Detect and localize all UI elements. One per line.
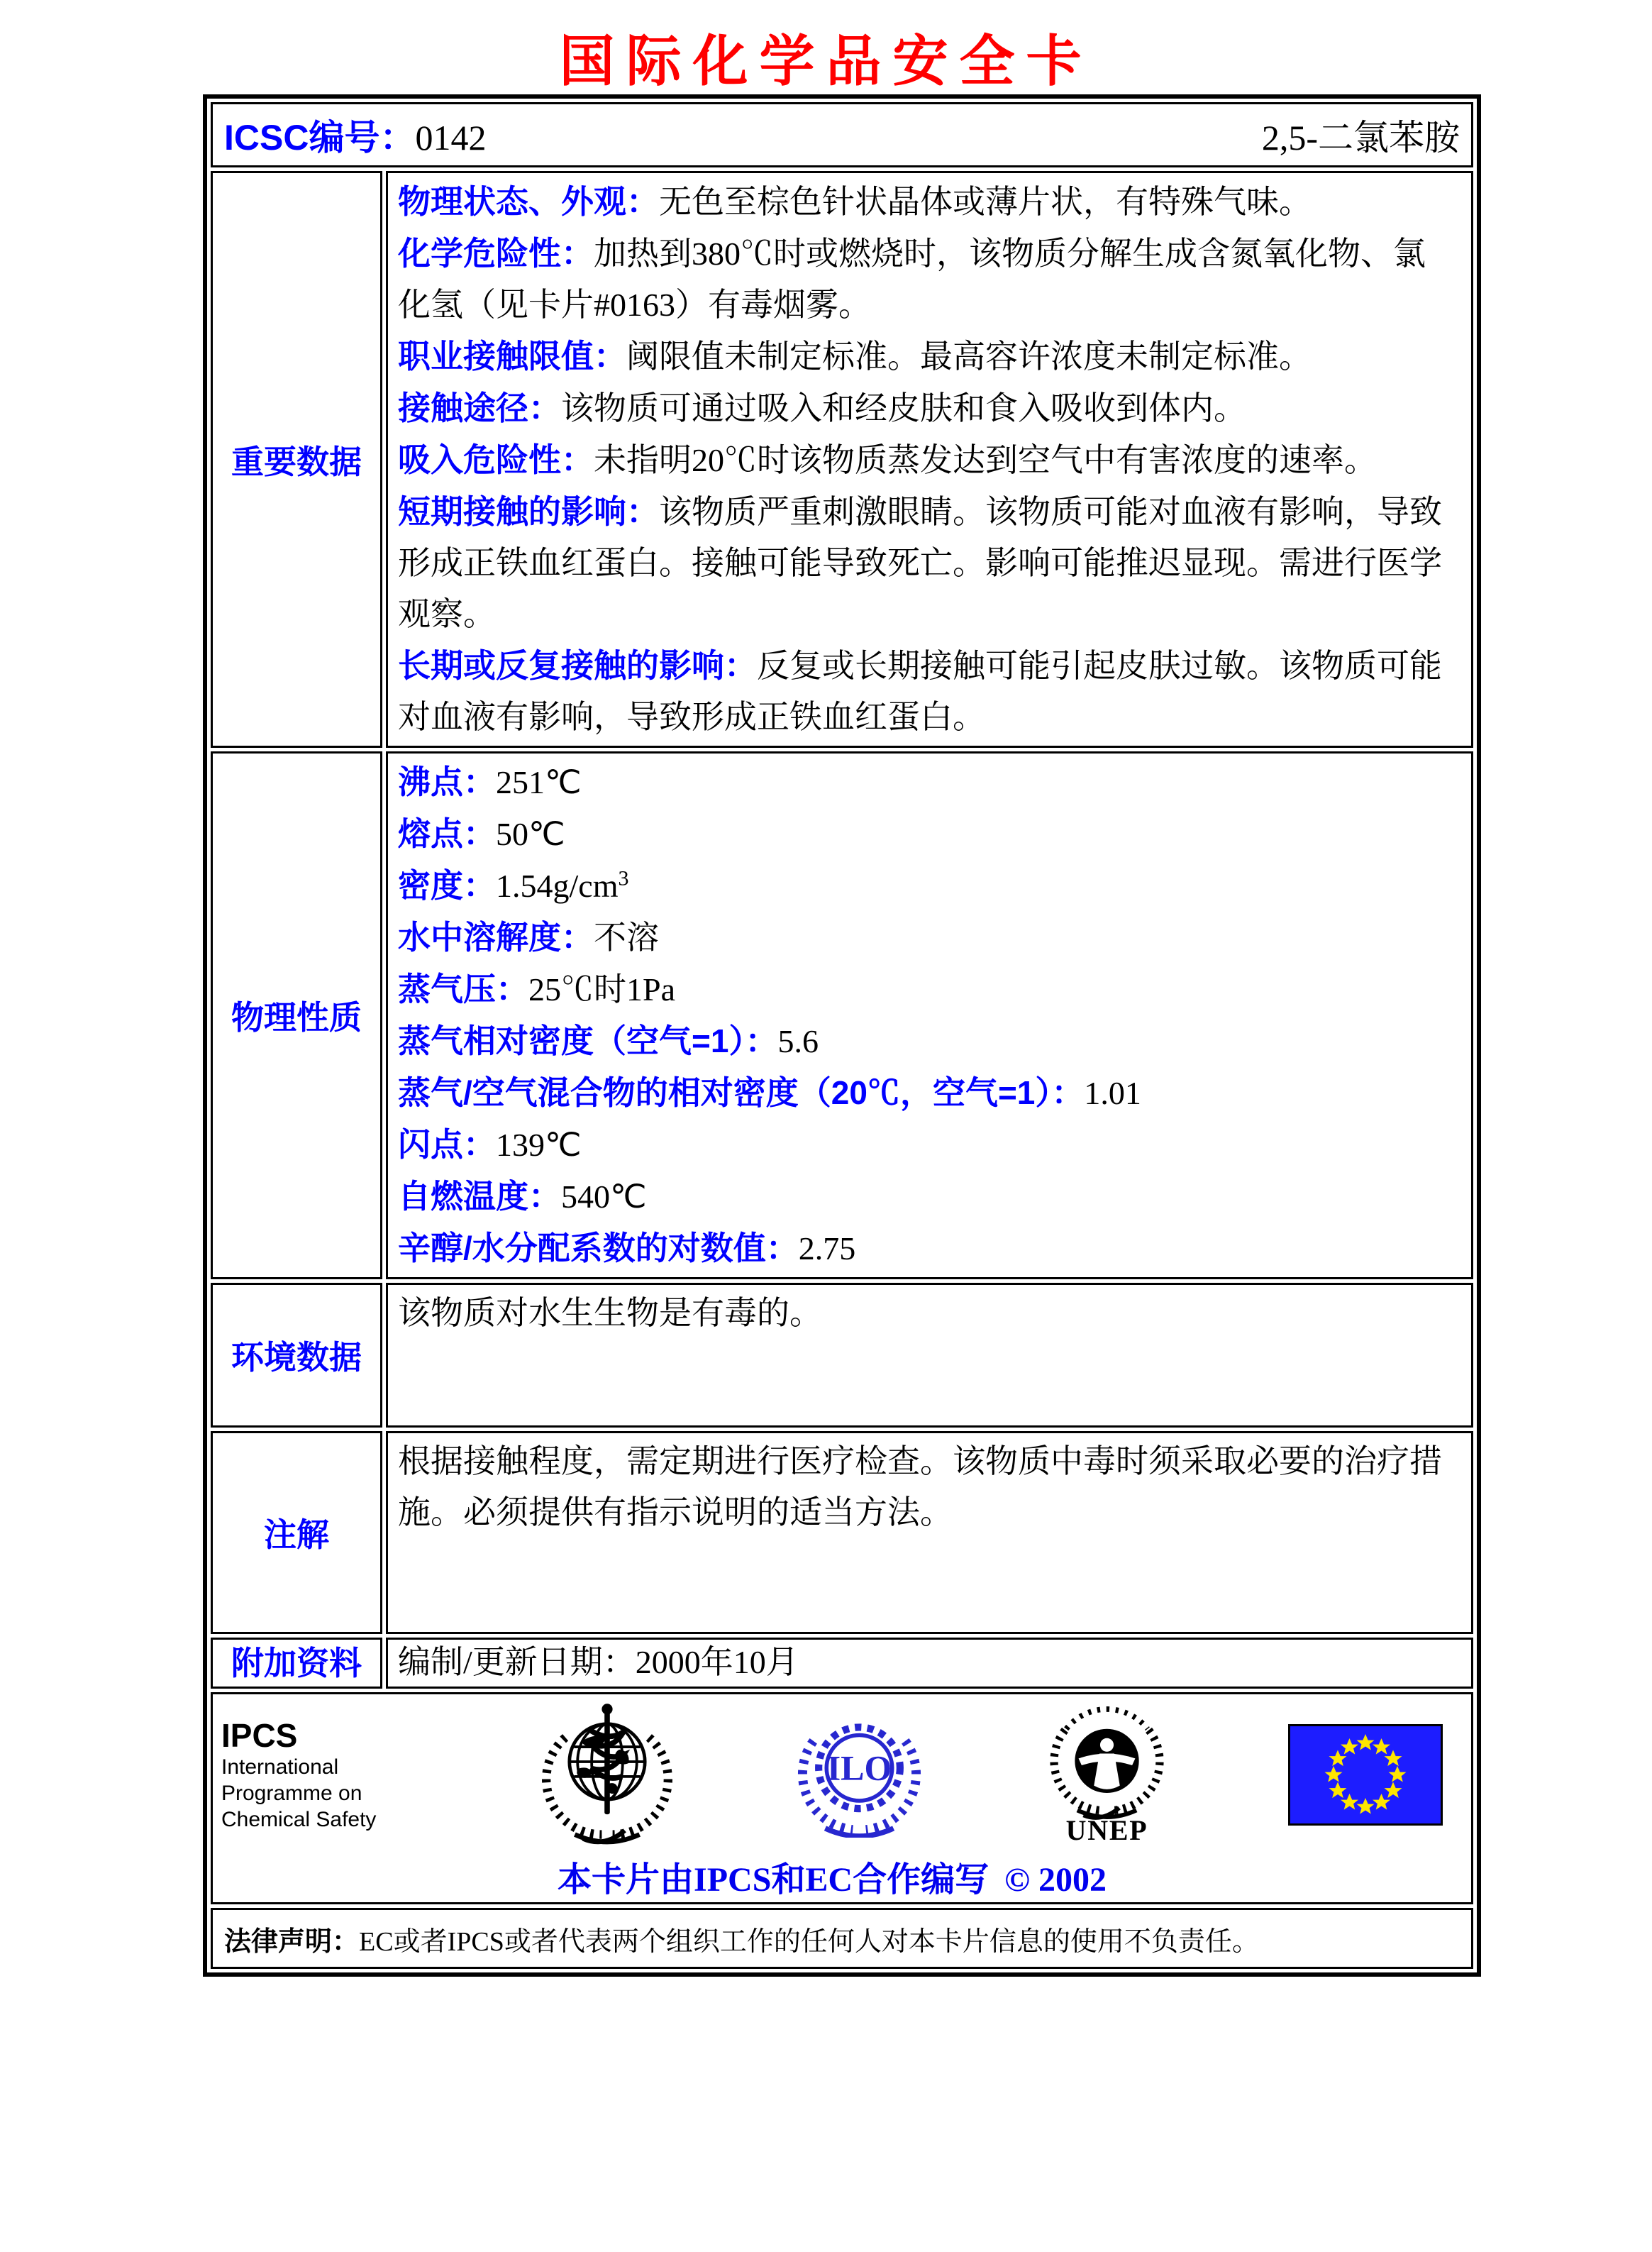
data-item-text: 阈限值未制定标准。最高容许浓度未制定标准。 (626, 338, 1312, 375)
important-data-row (211, 171, 1473, 748)
property-value: 139℃ (496, 1127, 582, 1163)
property-value: 1.54g/cm (496, 868, 619, 904)
additional-info-text: 编制/更新日期：2000年10月 (386, 1638, 1473, 1689)
property-label: 熔点： (398, 815, 496, 852)
important-data-content (386, 171, 1473, 748)
data-item (398, 331, 1453, 382)
property-item (398, 1119, 1453, 1171)
icsc-number-value: 0142 (415, 118, 487, 158)
data-item-label: 吸入危险性： (398, 441, 594, 478)
data-item (398, 382, 1453, 434)
property-label: 闪点： (398, 1126, 496, 1163)
page-title: 国际化学品安全卡 (559, 31, 1093, 92)
property-superscript: 3 (618, 866, 629, 890)
ilo-logo-icon (794, 1711, 925, 1838)
property-label: 蒸气相对密度（空气=1）： (398, 1022, 778, 1059)
data-item (398, 228, 1453, 331)
property-label: 沸点： (398, 763, 496, 800)
footer-caption-line (221, 1852, 1443, 1901)
data-item-label: 化学危险性： (398, 235, 594, 272)
ipcs-text-block (221, 1717, 420, 1833)
property-value: 2.75 (798, 1230, 856, 1266)
icsc-number-group (224, 109, 486, 160)
ilo-letters: ILO (826, 1748, 892, 1788)
logo-strip (221, 1701, 1443, 1848)
additional-info-row (211, 1638, 1473, 1689)
data-item-text: 加热到380℃时或燃烧时，该物质分解生成含氮氧化物、氯化氢（见卡片#0163）有毒烟雾。 (398, 236, 1426, 323)
who-logo-icon (540, 1702, 675, 1848)
footer-caption: 本卡片由IPCS和EC合作编写 (558, 1861, 989, 1899)
property-label: 自燃温度： (398, 1178, 561, 1215)
physical-properties-list (398, 756, 1453, 1274)
data-item-text: 该物质可通过吸入和经皮肤和食入吸收到体内。 (561, 390, 1246, 426)
legal-label: 法律声明： (224, 1926, 360, 1957)
data-item (398, 176, 1453, 228)
data-item (398, 486, 1453, 640)
eu-flag-icon (1288, 1724, 1443, 1826)
icsc-number-label: ICSC编号： (224, 118, 416, 158)
property-item (398, 756, 1453, 808)
data-item-text: 未指明20℃时该物质蒸发达到空气中有害浓度的速率。 (594, 442, 1377, 478)
property-item (398, 1015, 1453, 1067)
property-value: 540℃ (561, 1179, 647, 1215)
property-item (398, 860, 1453, 912)
row-label-notes: 注解 (211, 1431, 382, 1634)
property-item (398, 1067, 1453, 1119)
data-item-label: 职业接触限值： (398, 338, 626, 375)
property-value: 50℃ (496, 816, 565, 852)
property-label: 辛醇/水分配系数的对数值： (398, 1230, 799, 1266)
legal-row (211, 1908, 1473, 1969)
property-label: 水中溶解度： (398, 919, 594, 956)
environmental-data-row (211, 1283, 1473, 1428)
physical-properties-row (211, 751, 1473, 1279)
property-item (398, 964, 1453, 1015)
property-value: 5.6 (777, 1023, 819, 1059)
row-label-environmental-data: 环境数据 (211, 1283, 382, 1428)
data-item-text: 无色至棕色针状晶体或薄片状，有特殊气味。 (659, 184, 1312, 220)
property-label: 蒸气压： (398, 971, 528, 1008)
physical-properties-content (386, 751, 1473, 1279)
data-item-label: 物理状态、外观： (398, 183, 659, 220)
environmental-data-text: 该物质对水生生物是有毒的。 (386, 1283, 1473, 1428)
notes-text: 根据接触程度，需定期进行医疗检查。该物质中毒时须采取必要的治疗措施。必须提供有指示说明的适当方法。 (386, 1431, 1473, 1634)
unep-logo-icon (1045, 1704, 1169, 1845)
footer-copyright: © 2002 (1004, 1861, 1107, 1899)
ipcs-subtitle-line: Programme on (221, 1781, 362, 1805)
property-item (398, 912, 1453, 964)
property-value: 不溶 (594, 920, 659, 956)
data-item-label: 短期接触的影响： (398, 493, 659, 530)
icsc-card-table (203, 94, 1481, 1977)
ipcs-heading: IPCS (221, 1716, 298, 1754)
data-item-text: 该物质严重刺激眼睛。该物质可能对血液有影响，导致形成正铁血红蛋白。接触可能导致死亡。影响可能推迟显现。需进行医学观察。 (398, 494, 1442, 632)
property-item (398, 808, 1453, 860)
ipcs-subtitle-line: Chemical Safety (221, 1807, 377, 1831)
data-item-label: 长期或反复接触的影响： (398, 647, 757, 684)
data-item (398, 640, 1453, 743)
ipcs-subtitle-line: International (221, 1755, 339, 1779)
property-value: 251℃ (496, 764, 582, 800)
logos-row (211, 1692, 1473, 1904)
property-value: 25℃时1Pa (528, 971, 675, 1008)
property-label: 蒸气/空气混合物的相对密度（20℃，空气=1）： (398, 1074, 1085, 1111)
row-label-additional-info: 附加资料 (211, 1638, 382, 1689)
row-label-physical-properties: 物理性质 (211, 751, 382, 1279)
data-item-label: 接触途径： (398, 390, 561, 426)
chemical-name: 2,5-二氯苯胺 (1261, 118, 1460, 158)
property-item (398, 1171, 1453, 1222)
notes-row (211, 1431, 1473, 1634)
legal-text: EC或者IPCS或者代表两个组织工作的任何人对本卡片信息的使用不负责任。 (359, 1926, 1259, 1957)
data-item (398, 434, 1453, 486)
row-label-important-data: 重要数据 (211, 171, 382, 748)
property-value: 1.01 (1084, 1075, 1141, 1111)
data-item-text: 反复或长期接触可能引起皮肤过敏。该物质可能对血液有影响，导致形成正铁血红蛋白。 (398, 648, 1442, 735)
important-data-list (398, 176, 1453, 743)
unep-letters: UNEP (1065, 1814, 1148, 1845)
header-row (211, 102, 1473, 167)
property-item (398, 1222, 1453, 1274)
property-label: 密度： (398, 867, 496, 904)
